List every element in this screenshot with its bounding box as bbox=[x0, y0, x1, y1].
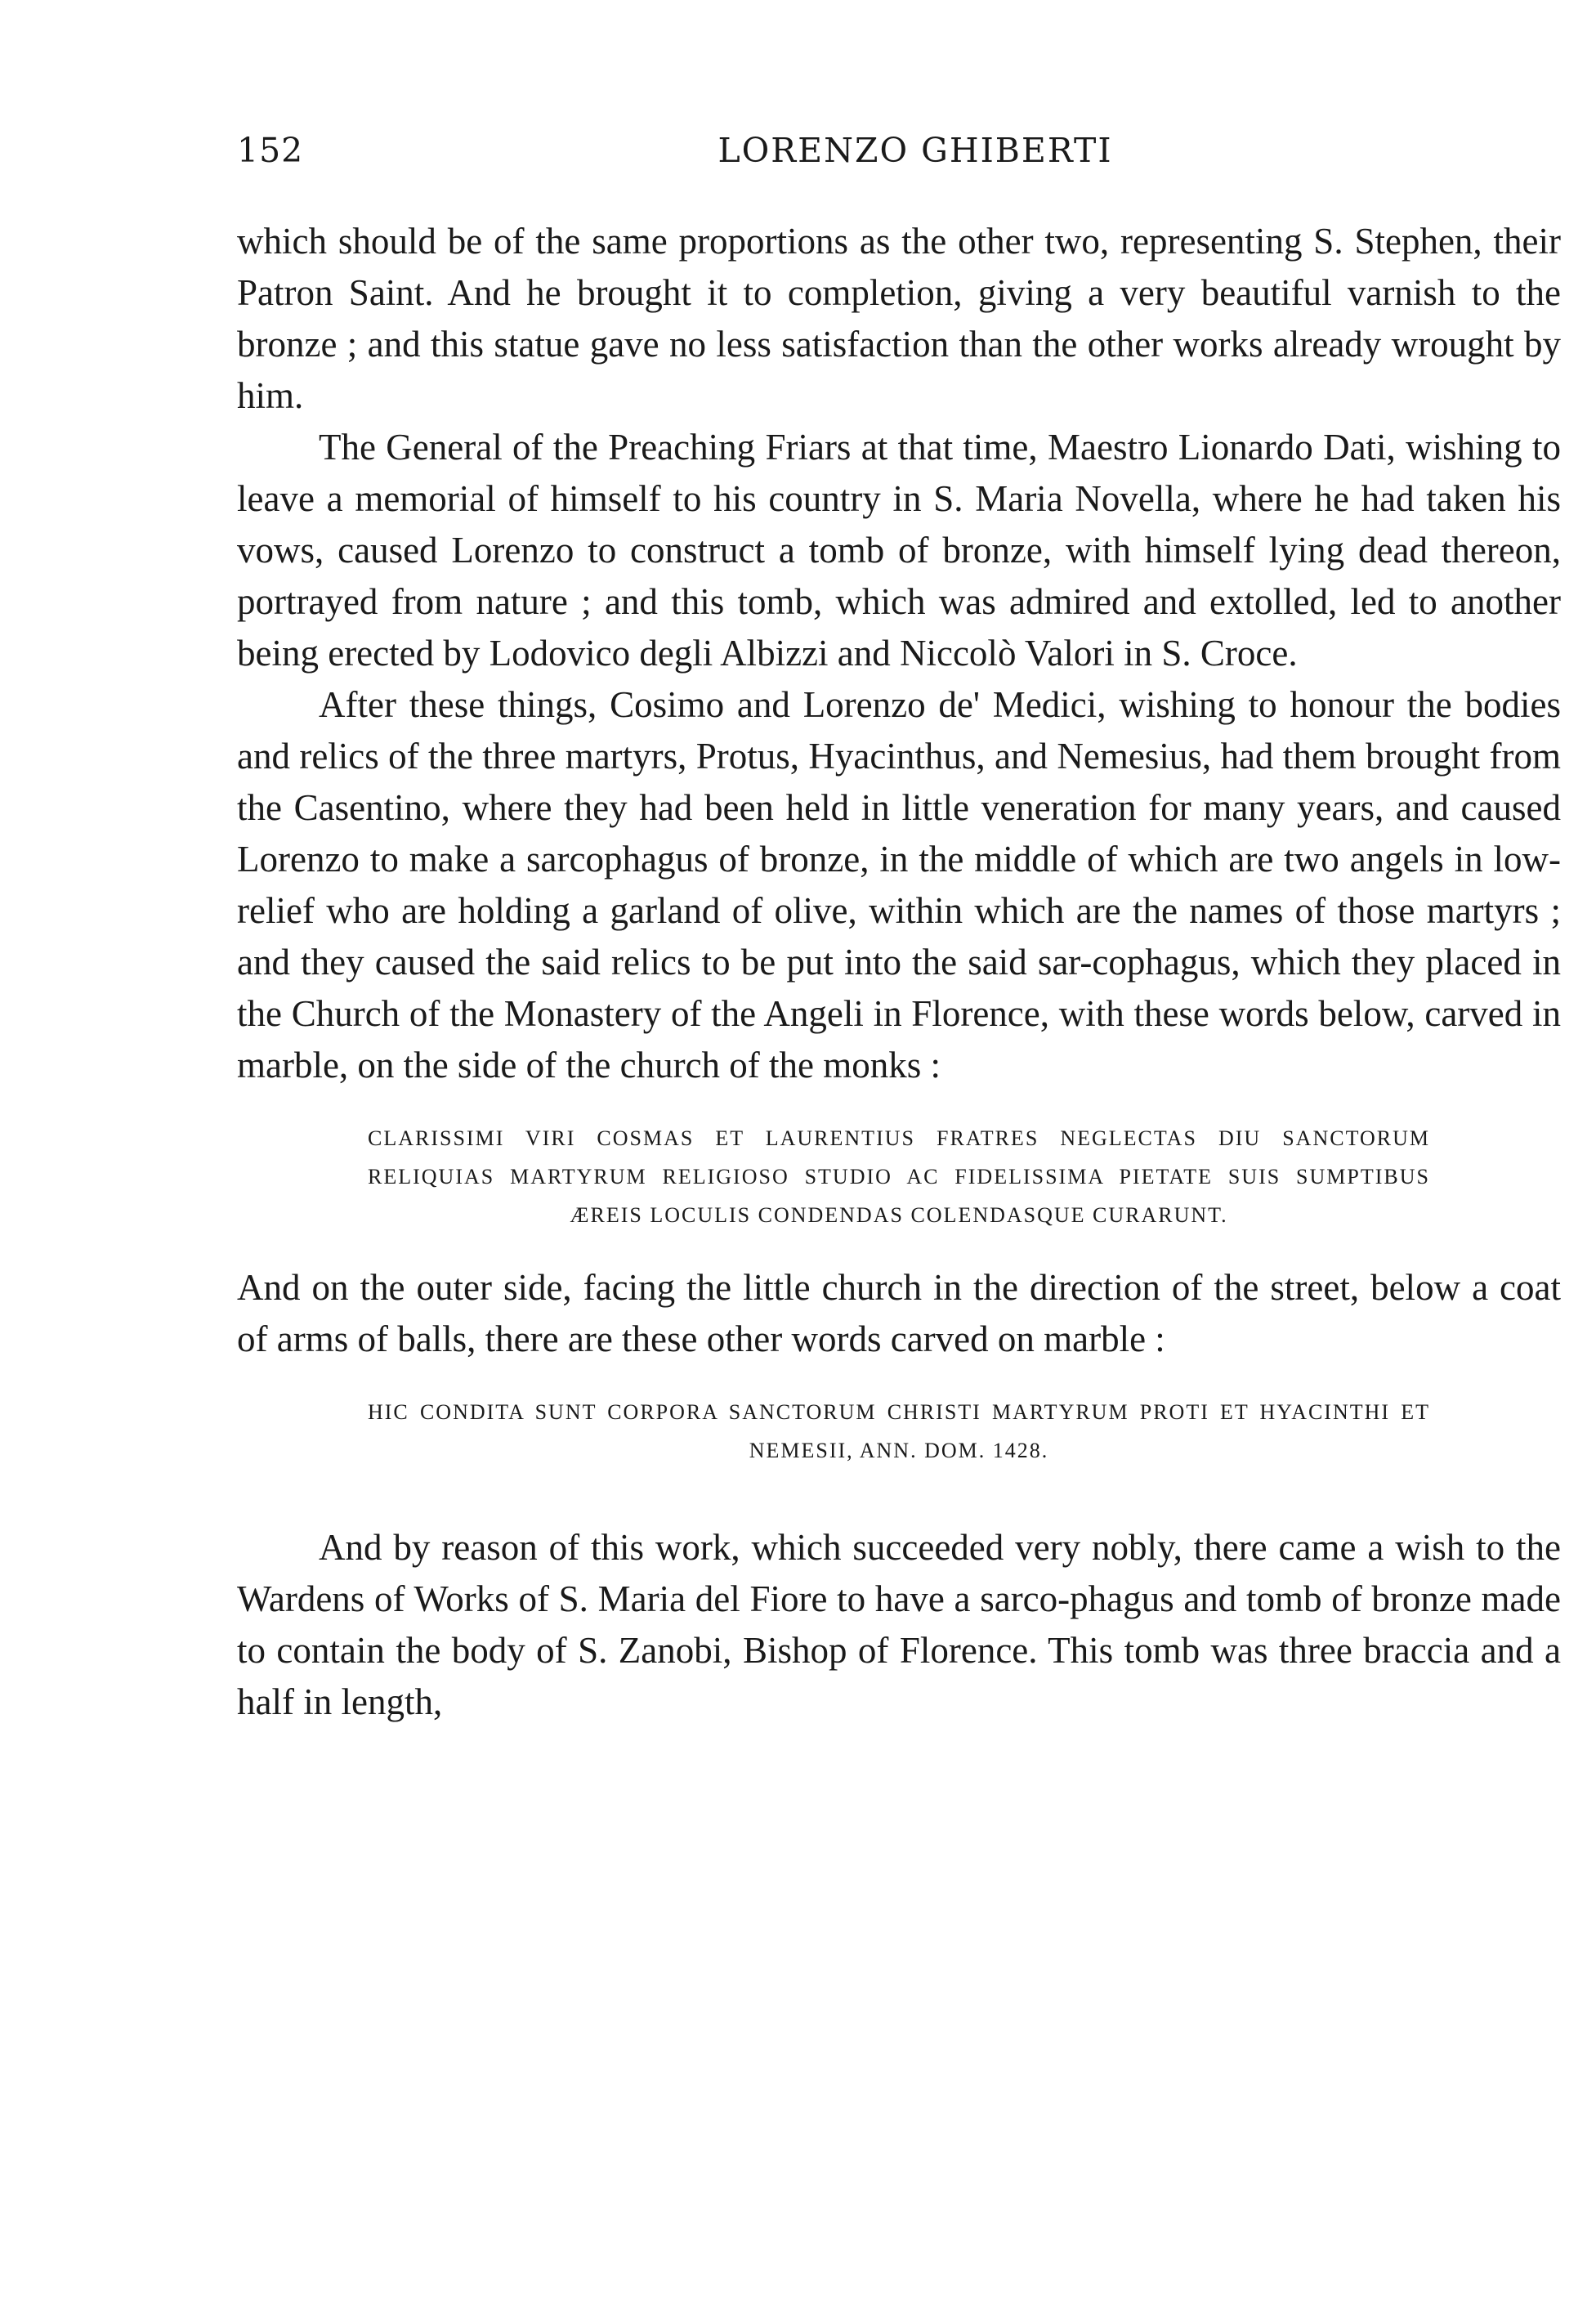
paragraph-continuation: which should be of the same proportions as the other two, representing S. Stephen, their Patron Saint. And he brought it to completion, giving a very beautiful varnish to the bronze ; and this statue gave no less satisfaction than the other works already wrought by him. bbox=[237, 221, 1561, 416]
paragraph-preaching-friars: The General of the Preaching Friars at that time, Maestro Lionardo Dati, wishing to leave a memorial of himself to his country in S. Maria Novella, where he had taken his vows, caused Lorenzo to construct a tomb of bronze, with himself lying dead thereon, portrayed from nature ; and this tomb, which was admired and extolled, led to another being erected by Lodovico degli Albizzi and Niccolò Valori in S. Croce. bbox=[237, 427, 1561, 674]
page-header bbox=[237, 131, 1561, 180]
page-number: 152 bbox=[237, 131, 304, 170]
body-text bbox=[237, 216, 1561, 1728]
paragraph-outer-side: And on the outer side, facing the little church in the direction of the street, below a coat of arms of balls, there are these other words carved on marble : bbox=[237, 1267, 1561, 1359]
inscription-monks-side: CLARISSIMI VIRI COSMAS ET LAURENTIUS FRATRES NEGLECTAS DIU SANCTORUM RELIQUIAS MARTYRUM RELIGIOSO STUDIO AC FIDELISSIMA PIETATE SUIS SUMPTIBUS ÆREIS LOCULIS CONDENDAS COLENDASQUE CURARUNT. bbox=[368, 1126, 1430, 1227]
inscription-outer-side: HIC CONDITA SUNT CORPORA SANCTORUM CHRISTI MARTYRUM PROTI ET HYACINTHI ET NEMESII, ANN. DOM. 1428. bbox=[368, 1400, 1430, 1462]
running-title: LORENZO GHIBERTI bbox=[718, 131, 1113, 170]
paragraph-medici-martyrs: After these things, Cosimo and Lorenzo de' Medici, wishing to honour the bodies and relics of the three martyrs, Protus, Hyacinthus, and Nemesius, had them brought from the Casentino, where they had been held in little veneration for many years, and caused Lorenzo to make a sarcophagus of bronze, in the middle of which are two angels in low-relief who are holding a garland of olive, within which are the names of those martyrs ; and they caused the said relics to be put into the said sar-cophagus, which they placed in the Church of the Monastery of the Angeli in Florence, with these words below, carved in marble, on the side of the church of the monks : bbox=[237, 684, 1561, 1086]
paragraph-gap bbox=[237, 1497, 1561, 1522]
paragraph-zanobi-tomb: And by reason of this work, which succeeded very nobly, there came a wish to the Wardens of Works of S. Maria del Fiore to have a sarco-phagus and tomb of bronze made to contain the body of S. Zanobi, Bishop of Florence. This tomb was three braccia and a half in length, bbox=[237, 1527, 1561, 1722]
